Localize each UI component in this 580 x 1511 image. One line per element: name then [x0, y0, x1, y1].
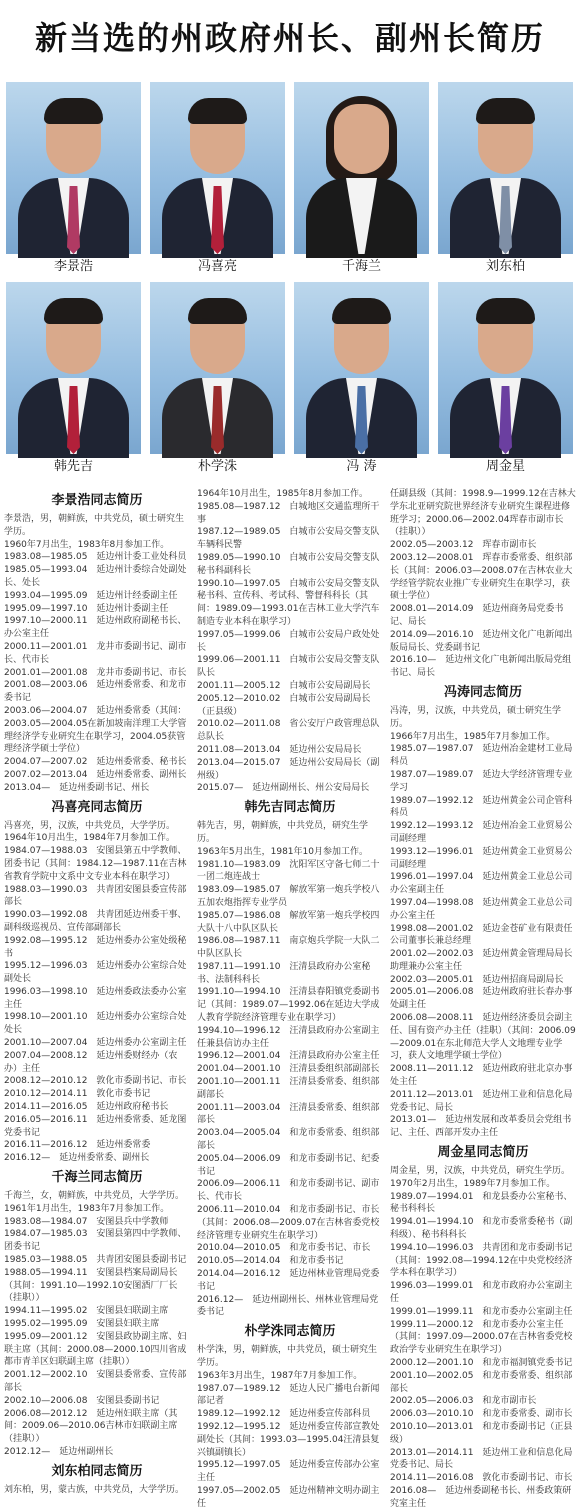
- bio-line: 1985.07—1986.08 解放军第一炮兵学校四大队十八中队区队长: [197, 910, 380, 934]
- bio-line: 1984.07—1988.03 安图县第五中学教师、团委书记（其间：1984.12—1987.11在吉林省教育学院中文系中文专业本科在职学习）: [4, 846, 187, 882]
- portrait-photo: [150, 282, 285, 454]
- portrait-photo: [150, 82, 285, 254]
- bio-line: 朴学洙，男，朝鲜族，中共党员，硕士研究生学历。: [197, 1345, 378, 1368]
- bio-line: 2006.08—2012.12 延边州妇联主席（其间：2009.06—2010.06吉林市妇联副主席（挂职））: [4, 1408, 178, 1445]
- bio-line: 1999.01—1999.11 和龙市委办公室副主任: [390, 1306, 573, 1317]
- bio-section-title: 韩先吉同志简历: [244, 800, 336, 816]
- bio-line: 2001.04—2001.10 汪清县委组织部副部长: [197, 1064, 380, 1075]
- bio-line: 2005.04—2006.09 和龙市委副书记、纪委书记: [197, 1153, 380, 1177]
- bio-line: 周金星，男，汉族，中共党员，研究生学历。: [390, 1166, 571, 1177]
- bio-line: 1963年5月出生，1981年10月参加工作。: [197, 846, 368, 857]
- bio-line: 2007.02—2013.04 延边州委常委、副州长: [4, 769, 187, 780]
- portrait-name: 千海兰: [341, 259, 381, 274]
- bio-line: 1983.09—1985.07 解放军第一炮兵学校八五加农炮指挥专业学员: [197, 885, 380, 908]
- bio-line: 2001.11—2003.04 汪清县委常委、组织部部长: [197, 1102, 380, 1126]
- bio-line: 1989.07—1992.12 延边州黄金公司企管科科员: [390, 795, 573, 819]
- portrait-photo: [438, 282, 573, 454]
- bio-line: 2014.09—2016.10 延边州文化广电新闻出版局局长、党委副书记: [390, 629, 573, 653]
- portrait: [6, 282, 141, 478]
- bio-line: 1995.02—1995.09 安图县妇联主席: [4, 1319, 160, 1330]
- bio-line: 1994.11—1995.02 安图县妇联副主席: [4, 1306, 169, 1317]
- bio-line: 2013.01—2014.11 延边州工业和信息化局党委书记、局长: [390, 1447, 573, 1471]
- bio-line: 1994.01—1994.10 和龙市委常委秘书（副科级）、秘书科科长: [390, 1217, 573, 1241]
- bio-line: 刘东柏，男，蒙古族，中共党员，大学学历。: [4, 1484, 185, 1495]
- bio-line: 2001.10—2002.05 和龙市委常委、组织部部长: [390, 1370, 573, 1394]
- bio-line: 1992.12—1993.12 延边州冶金工业贸易公司副经理: [390, 821, 573, 844]
- bio-line: 1983.08—1984.07 安图县兵中学教师: [4, 1216, 169, 1227]
- bio-line: 2012.12— 延边州副州长: [4, 1446, 114, 1457]
- bio-section-title: 冯涛同志简历: [443, 684, 522, 700]
- portrait-name: 冯喜亮: [197, 259, 237, 274]
- bio-line: 2006.11—2010.04 和龙市委副书记、市长（其间：2006.08—2009.07在吉林省委党校经济管理专业研究生在职学习）: [197, 1205, 380, 1241]
- bio-line: 2003.06—2004.07 延边州委常委（其间：2003.05—2004.05在新加坡南洋理工大学管理经济学专业研究生在职学习，2004.05获管理经济学硕士学位）: [4, 705, 187, 755]
- bio-column-1: [4, 488, 190, 1495]
- bio-line: 2010.02—2011.08 省公安厅户政管理总队总队长: [197, 719, 380, 743]
- bio-line: 1994.10—1996.12 汪清县政府办公室副主任兼县信访办主任: [197, 1025, 380, 1049]
- bio-line: 1997.04—1998.08 延边州黄金工业总公司办公室主任: [390, 897, 573, 921]
- bio-line: 1983.08—1985.05 延边州计委工业处科员: [4, 552, 187, 563]
- bio-line: 1985.05—1993.04 延边州计委综合处副处长、处长: [4, 565, 187, 588]
- bio-line: 2002.03—2005.01 延边州招商局副局长: [390, 974, 564, 985]
- bio-line: 2013.04—2015.07 延边州公安局局长（副州级）: [197, 757, 380, 781]
- bio-line: 1963年3月出生，1987年7月参加工作。: [197, 1370, 363, 1381]
- bio-line: 1987.12—1989.05 白城市公安局交警支队车辆科民警: [197, 527, 380, 551]
- portrait: [294, 82, 429, 278]
- bio-line: 2002.05—2003.12 珲春市副市长: [390, 540, 537, 551]
- bio-line: 2016.11—2016.12 延边州委常委: [4, 1140, 151, 1151]
- bio-line: 1984.07—1985.03 安图县第四中学教师、团委书记: [4, 1229, 187, 1253]
- portrait-photo: [438, 82, 573, 254]
- bio-line: 2002.05—2006.03 和龙市副市长: [390, 1396, 537, 1407]
- bio-line: 1981.10—1983.09 沈阳军区守备七师二十一团二炮连战士: [197, 859, 380, 883]
- bio-line: 1995.12—1996.03 延边州委办公室综合处副处长: [4, 961, 187, 985]
- bio-line: 李景浩，男，朝鲜族，中共党员，硕士研究生学历。: [4, 514, 185, 537]
- portrait: [438, 282, 573, 478]
- portrait: [150, 282, 285, 478]
- bio-line: 2004.07—2007.02 延边州委常委、秘书长: [4, 757, 187, 768]
- bio-line: 冯喜亮，男，汉族，中共党员，大学学历。: [4, 820, 176, 831]
- photo-row-1: [6, 82, 574, 278]
- bio-line: 1964年10月出生，1985年8月参加工作。: [197, 489, 368, 499]
- portrait-photo: [294, 82, 429, 254]
- bio-line: 冯涛，男，汉族，中共党员，硕士研究生学历。: [390, 705, 562, 729]
- bio-line: 2016.12— 延边州副州长、州林业管理局党委书记: [197, 1294, 379, 1318]
- bio-line: 2014.11—2016.08 敦化市委副书记、市长: [390, 1473, 573, 1484]
- bio-line: 2001.10—2001.11 汪清县委常委、组织部副部长: [197, 1077, 380, 1100]
- bio-line: 1995.12—1997.05 延边州委宣传部办公室主任: [197, 1460, 380, 1484]
- bio-section-title: 刘东柏同志简历: [51, 1463, 143, 1479]
- bio-line: 2013.01— 延边州发展和改革委员会党组书记、主任、西部开发办主任: [390, 1115, 572, 1139]
- bio-line: 1998.08—2001.02 延边金苍矿业有限责任公司董事长兼总经理: [390, 923, 573, 947]
- bio-line: 2000.11—2001.01 龙井市委副书记、副市长、代市长: [4, 641, 187, 665]
- bio-line: 1989.12—1992.12 延边州委宣传部科员: [197, 1409, 371, 1420]
- portrait-name: 刘东柏: [485, 259, 525, 274]
- bio-line: 1988.05—1994.11 安图县档案局副局长（其间：1991.10—1992.10安图酒厂厂长（挂职））: [4, 1267, 178, 1304]
- portrait-name: 李景浩: [53, 259, 93, 274]
- bio-line: 韩先吉，男，朝鲜族，中共党员，研究生学历。: [197, 821, 369, 844]
- bio-line: 2006.08—2008.11 延边州经济委员会副主任、国有资产办主任（挂职）（其间：2006.09—2009.01在东北师范大学人文地理专业学习，获人文地理学硕士学位）: [390, 1013, 576, 1062]
- bio-line: 2013.04— 延边州委副书记、州长: [4, 782, 150, 793]
- bio-line: 1970年2月出生，1989年7月参加工作。: [390, 1178, 556, 1189]
- bio-section-title: 冯喜亮同志简历: [51, 799, 143, 815]
- bio-section-title: 李景浩同志简历: [51, 493, 143, 508]
- bio-line: 2008.11—2011.12 延边州政府驻北京办事处主任: [390, 1064, 573, 1088]
- bio-line: 1986.08—1987.11 南京炮兵学院一大队二中队区队长: [197, 936, 380, 960]
- bio-line: 2014.04—2016.12 延边州林业管理局党委书记: [197, 1269, 380, 1292]
- bio-line: 1990.03—1992.08 共青团延边州委干事、副科级巡视员、宣传部副部长: [4, 910, 187, 933]
- bio-line: 2006.09—2006.11 和龙市委副书记、副市长、代市长: [197, 1179, 380, 1203]
- bio-line: 2006.03—2010.10 和龙市委常委、副市长: [390, 1409, 573, 1420]
- portrait-photo: [6, 82, 141, 254]
- bio-line: 1993.12—1996.01 延边州黄金工业贸易公司副经理: [390, 846, 573, 870]
- bio-line: 1998.10—2001.10 延边州委办公室综合处处长: [4, 1012, 187, 1036]
- bio-line: 1985.07—1987.07 延边州冶金建材工业局科员: [390, 744, 573, 768]
- bio-line: 1999.06—2001.11 白城市公安局交警支队队长: [197, 655, 380, 679]
- bio-line: 2007.04—2008.12 延边州委财经办（农办）主任: [4, 1050, 178, 1074]
- bio-line: 1997.10—2000.11 延边州政府副秘书长、办公室主任: [4, 616, 187, 640]
- bio-line: 2005.12—2010.02 白城市公安局副局长（正县级）: [197, 693, 371, 717]
- bio-line: 1997.05—2002.05 延边州精神文明办副主任: [197, 1485, 380, 1509]
- bio-line: 1996.03—1998.10 延边州委政法委办公室主任: [4, 986, 187, 1010]
- bio-line: 1996.03—1999.01 和龙市政府办公室副主任: [390, 1281, 573, 1305]
- bio-line: 2001.02—2002.03 延边州黄金管理局局长助理兼办公室主任: [390, 949, 573, 972]
- bio-line: 2002.10—2006.08 安图县委副书记: [4, 1395, 160, 1406]
- bio-line: 1991.10—1994.10 汪清县春阳镇党委副书记（其间：1989.07—1992.06在延边大学成人教育学院经济管理专业在职学习）: [197, 987, 380, 1024]
- portrait-photo: [294, 282, 429, 454]
- bio-line: 1964年10月出生，1984年7月参加工作。: [4, 833, 175, 844]
- bio-line: 1995.09—1997.10 延边州计委副主任: [4, 603, 169, 614]
- bio-line: 2016.12— 延边州委常委、副州长: [4, 1153, 150, 1164]
- bio-line: 2010.05—2014.04 和龙市委书记: [197, 1256, 344, 1267]
- bio-line: 2001.08—2003.06 延边州委常委、和龙市委书记: [4, 680, 187, 704]
- bio-line: 1988.03—1990.03 共青团安图县委宣传部部长: [4, 884, 187, 908]
- bio-line: 1992.12—1995.12 延边州委宣传部宣教处副处长（其间：1993.03—1995.04汪清县复兴镇副镇长）: [197, 1421, 380, 1458]
- bio-line: 1989.07—1994.01 和龙县委办公室秘书、秘书科科长: [390, 1191, 573, 1215]
- bio-line: 2010.12—2014.11 敦化市委书记: [4, 1089, 151, 1100]
- bio-section-title: 千海兰同志简历: [51, 1170, 143, 1186]
- bio-line: 1995.09—2001.12 安图县政协副主席、妇联主席（其间：2000.08—2000.10四川省成都市青羊区妇联副主席（挂职））: [4, 1331, 187, 1368]
- bio-line: 2008.01—2014.09 延边州商务局党委书记、局长: [390, 604, 564, 627]
- portrait-photo: [6, 282, 141, 454]
- bio-section-title: 朴学洙同志简历: [244, 1324, 336, 1340]
- bio-line: 2015.07— 延边州副州长、州公安局局长: [197, 783, 370, 794]
- bio-line: 1987.07—1989.12 延边人民广播电台新闻部记者: [197, 1383, 380, 1407]
- bio-line: 2010.04—2010.05 和龙市委书记、市长: [197, 1243, 371, 1254]
- portrait: [438, 82, 573, 278]
- bio-column-3: [390, 488, 576, 1509]
- bio-line: 2014.11—2016.05 延边州政府秘书长: [4, 1102, 169, 1113]
- portrait: [6, 82, 141, 278]
- bio-line: 2008.12—2010.12 敦化市委副书记、市长: [4, 1076, 187, 1087]
- bio-line: 1997.05—1999.06 白城市公安局户政处处长: [197, 629, 380, 653]
- bio-line: 任副县级（其间：1998.9—1999.12在吉林大学东北亚研究院世界经济专业研究生课程进修班学习；2000.06—2002.04珲春市副市长（挂职））: [390, 489, 576, 538]
- bio-line: 2016.08— 延边州委副秘书长、州委政策研究室主任: [390, 1485, 572, 1509]
- bio-line: 2016.05—2016.11 延边州委常委、延龙图党委书记: [4, 1114, 187, 1138]
- bio-line: 1996.12—2001.04 汪清县政府办公室主任: [197, 1051, 380, 1062]
- bio-line: 2011.08—2013.04 延边州公安局局长: [197, 744, 362, 755]
- portrait: [294, 282, 429, 478]
- bio-line: 2001.11—2005.12 白城市公安局副局长: [197, 680, 371, 691]
- bio-line: 2011.12—2013.01 延边州工业和信息化局党委书记、局长: [390, 1089, 573, 1113]
- photo-row-2: [6, 282, 574, 478]
- page-title: 新当选的州政府州长、副州长简历: [34, 19, 545, 57]
- bio-line: 千海兰，女，朝鲜族，中共党员，大学学历。: [4, 1191, 185, 1202]
- bio-line: 2001.01—2001.08 龙井市委副书记、市长: [4, 667, 187, 678]
- bio-line: 1987.11—1991.10 汪清县政府办公室秘书、法制科科长: [197, 961, 371, 985]
- bio-line: 2001.10—2007.04 延边州委办公室副主任: [4, 1038, 187, 1049]
- bio-line: 1993.04—1995.09 延边州计经委副主任: [4, 590, 178, 601]
- bio-line: 1966年7月出生，1985年7月参加工作。: [390, 731, 556, 742]
- bio-line: 2003.12—2008.01 珲春市委常委、组织部长（其间：2006.03—2008.07在吉林农业大学经管学院农业推广专业研究生在职学习，获硕士学位）: [390, 552, 573, 602]
- portrait-name: 冯 涛: [346, 459, 377, 474]
- bio-line: 1996.01—1997.04 延边州黄金工业总公司办公室副主任: [390, 872, 573, 896]
- bio-section-title: 周金星同志简历: [437, 1145, 529, 1161]
- portrait-name: 周金星: [485, 459, 525, 474]
- bio-line: 1994.10—1996.03 共青团和龙市委副书记（其间：1992.08—1994.12在中央党校经济学本科在职学习）: [390, 1242, 573, 1279]
- bio-line: 1990.10—1997.05 白城市公安局交警支队秘书科、宣传科、考试科、警督科科长（其间：1989.09—1993.01在吉林工业大学汽车制造专业本科在职学习）: [197, 578, 380, 627]
- bio-line: 1985.08—1987.12 白城地区交通监理所干事: [197, 501, 380, 525]
- bio-line: 1989.05—1990.10 白城市公安局交警支队秘书科副科长: [197, 552, 380, 576]
- bio-line: 1960年7月出生，1983年8月参加工作。: [4, 539, 170, 550]
- bio-line: 1985.03—1988.05 共青团安图县委副书记: [4, 1255, 187, 1266]
- bio-line: 2001.12—2002.10 安图县委常委、宣传部部长: [4, 1370, 187, 1393]
- bio-line: 2016.10— 延边州文化广电新闻出版局党组书记、局长: [390, 655, 572, 679]
- portrait-name: 韩先吉: [53, 459, 93, 474]
- bio-column-2: [197, 488, 383, 1509]
- bio-line: 2000.12—2001.10 和龙市福洞镇党委书记: [390, 1358, 573, 1368]
- bio-line: 1999.11—2000.12 和龙市委办公室主任（其间：1997.09—2000.07在吉林省委党校政治学专业研究生在职学习）: [390, 1319, 573, 1356]
- portrait: [150, 82, 285, 278]
- bio-line: 1987.07—1989.07 延边大学经济管理专业学习: [390, 769, 573, 793]
- bio-line: 2005.01—2006.08 延边州政府驻长春办事处副主任: [390, 987, 573, 1011]
- bio-line: 2010.10—2013.01 和龙市委副书记（正县级）: [390, 1421, 573, 1445]
- portrait-name: 朴学洙: [197, 459, 237, 474]
- bio-line: 1961年1月出生，1983年7月参加工作。: [4, 1203, 170, 1214]
- bio-line: 2003.04—2005.04 和龙市委常委、组织部部长: [197, 1128, 380, 1152]
- bio-line: 1992.08—1995.12 延边州委办公室处级秘书: [4, 935, 187, 959]
